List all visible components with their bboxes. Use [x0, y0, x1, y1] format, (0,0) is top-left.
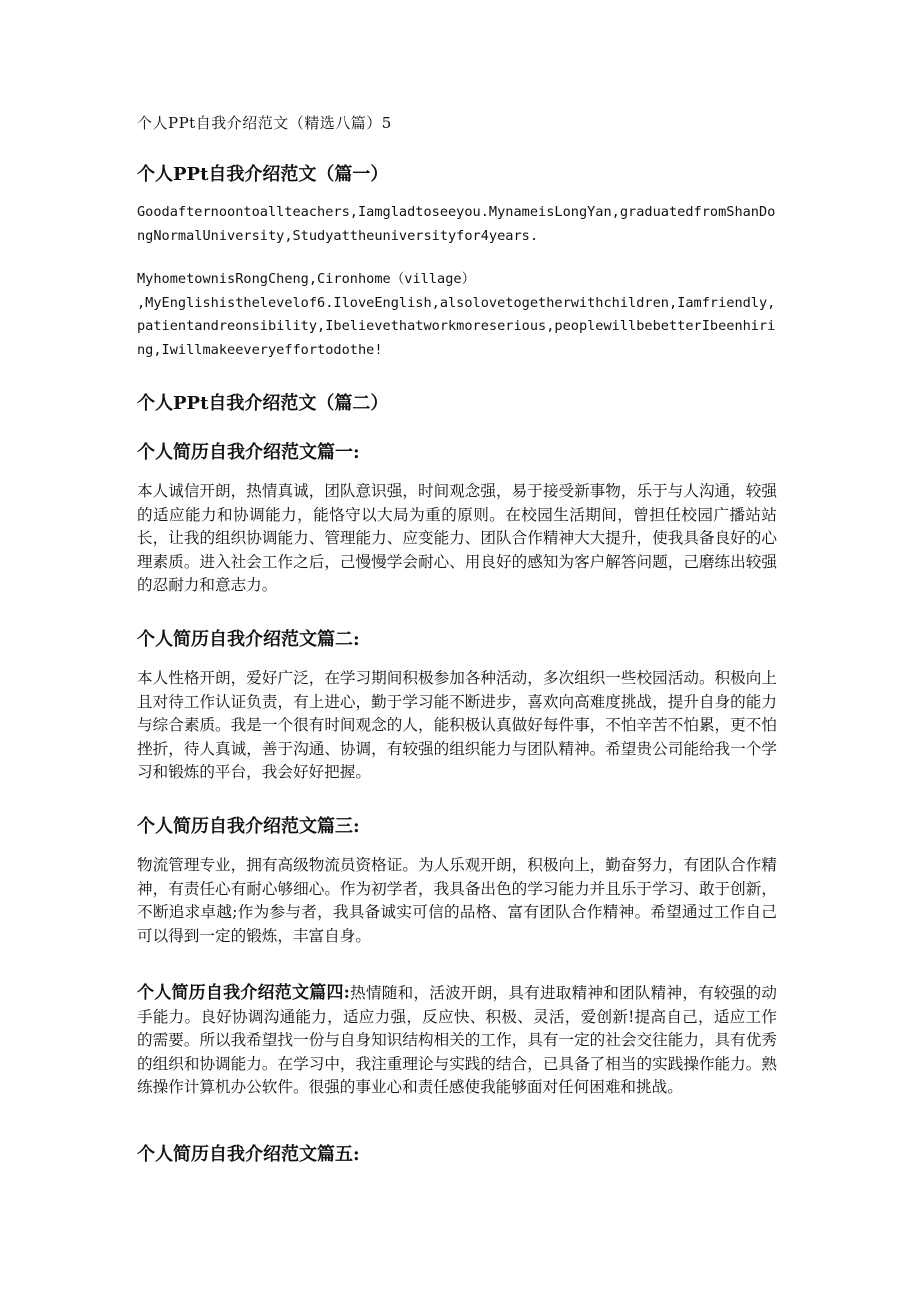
section-body-1: 本人诚信开朗，热情真诚，团队意识强，时间观念强，易于接受新事物，乐于与人沟通，较强的适应能力和协调能力，能恪守以大局为重的原则。在校园生活期间，曾担任校园广播站站长，让我的组织协调能力、管理能力、应变能力、团队合作精神大大提升，使我具备良好的心理素质。进入社会工作之后，己慢慢学会耐心、用良好的感知为客户解答问题，己磨练出较强的忍耐力和意志力。 — [137, 482, 777, 595]
section-body-4: 热情随和，活波开朗，具有进取精神和团队精神，有较强的动手能力。良好协调沟通能力，适应力强，反应快、积极、灵活，爱创新!提高自己，适应工作的需要。所以我希望找一份与自身知识结构相关的工作，具有一定的社会交往能力，具有优秀的组织和协调能力。在学习中，我注重理论与实践的结合，已具备了相当的实践操作能力。熟练操作计算机办公软件。很强的事业心和责任感使我能够面对任何困难和挑战。 — [137, 984, 777, 1097]
article-heading-2: 个人PPt自我介绍范文（篇二） — [137, 393, 389, 414]
section-heading-2: 个人简历自我介绍范文篇二: — [137, 629, 360, 650]
section-heading-1: 个人简历自我介绍范文篇一: — [137, 442, 360, 463]
section-body-2: 本人性格开朗，爱好广泛，在学习期间积极参加各种活动，多次组织一些校园活动。积极向上且对待工作认证负责，有上进心，勤于学习能不断进步，喜欢向高难度挑战，提升自身的能力与综合素质。我是一个很有时间观念的人，能积极认真做好每件事，不怕辛苦不怕累，更不怕挫折，待人真诚，善于沟通、协调，有较强的组织能力与团队精神。希望贵公司能给我一个学习和锻炼的平台，我会好好把握。 — [137, 669, 777, 782]
english-paragraph-2 — [137, 268, 777, 363]
english-paragraph-2-rest: ,MyEnglishisthelevelof6.IloveEnglish,alsolovetogetherwithchildren,Iamfriendly,patientandreonsibility,Ibelievethatworkmoreserious,peoplewillbebetterIbeenhiring,Iwillmakeeveryeffortodothe! — [137, 294, 776, 359]
section-heading-3: 个人简历自我介绍范文篇三: — [137, 816, 360, 837]
document-title: 个人PPt自我介绍范文（精选八篇）5 — [137, 114, 392, 132]
section-heading-4: 个人简历自我介绍范文篇四: — [137, 983, 350, 1003]
section-body-3: 物流管理专业，拥有高级物流员资格证。为人乐观开朗，积极向上，勤奋努力，有团队合作精神，有责任心有耐心够细心。作为初学者，我具备出色的学习能力并且乐于学习、敢于创新，不断追求卓越;作为参与者，我具备诚实可信的品格、富有团队合作精神。希望通过工作自己可以得到一定的锻炼，丰富自身。 — [137, 856, 777, 945]
section-heading-5: 个人简历自我介绍范文篇五: — [137, 1144, 360, 1165]
section-4 — [137, 982, 777, 1100]
english-paragraph-1: Goodafternoontoallteachers,Iamgladtoseeyou.MynameisLongYan,graduatedfromShanDongNormalUniversity,Studyattheuniversityfor4years. — [137, 204, 776, 244]
english-paragraph-2-line-1: MyhometownisRongCheng,Cironhome（village） — [137, 271, 476, 287]
article-heading-1: 个人PPt自我介绍范文（篇一） — [137, 164, 389, 185]
